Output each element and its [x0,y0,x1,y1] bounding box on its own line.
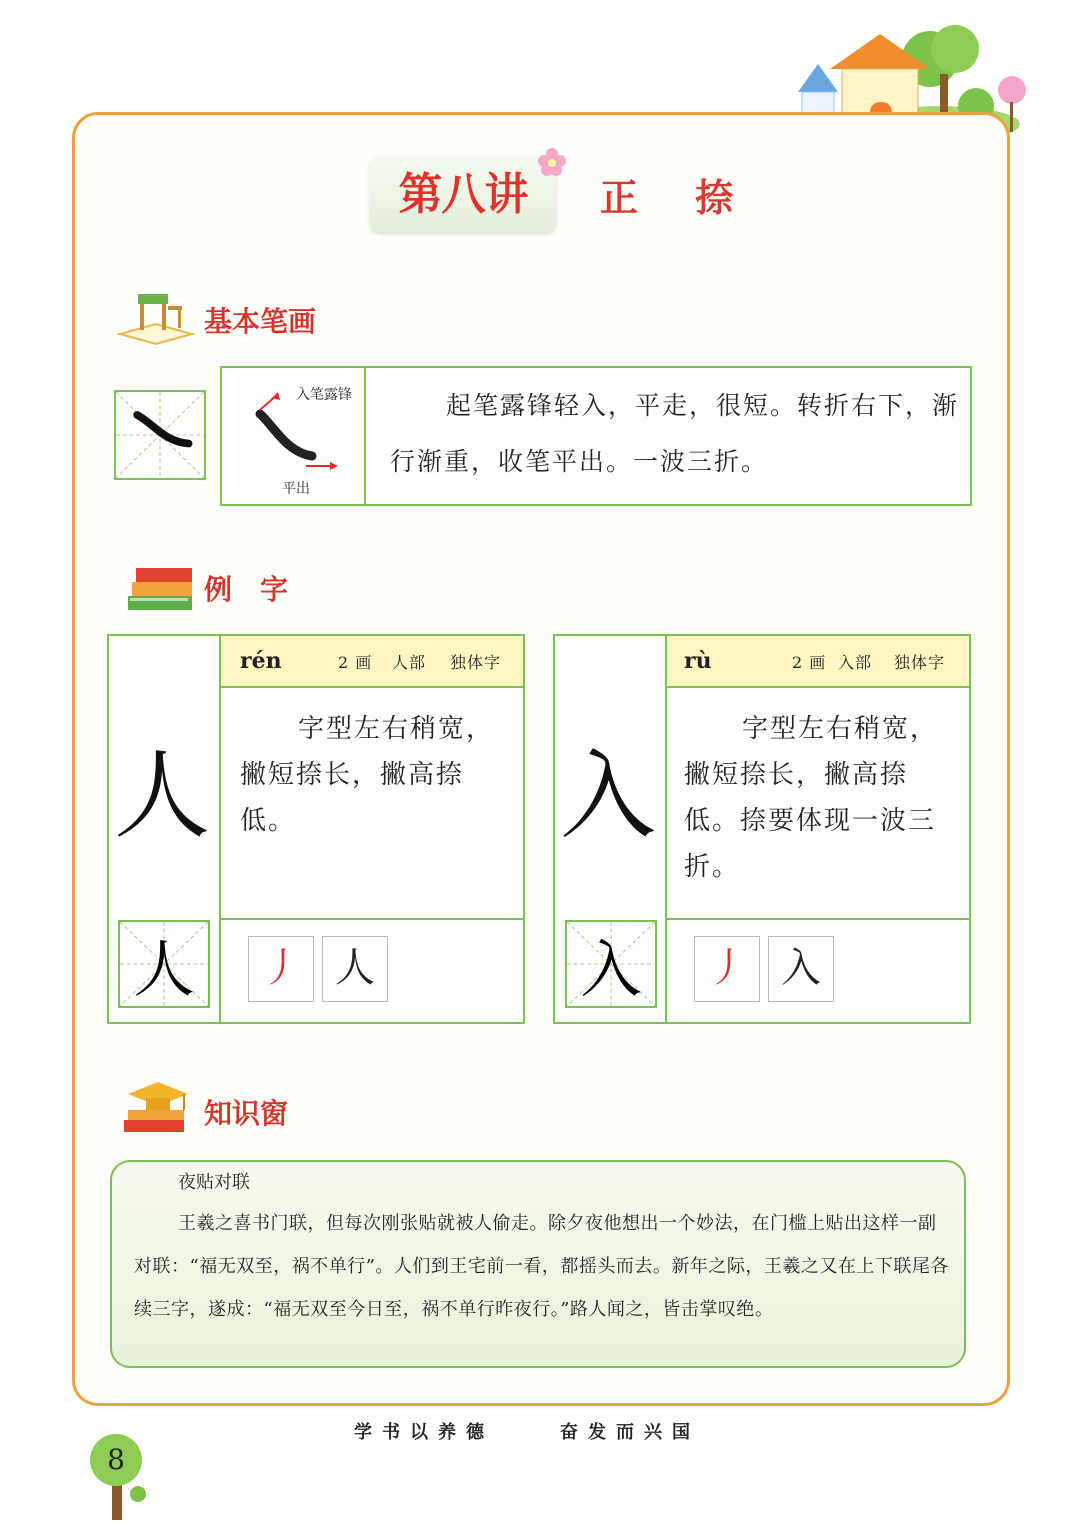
card-ren-radical: 人部 [392,653,427,672]
card-ren-strokes: 2 画 [338,653,373,672]
card-ren-step-1-char: 丿 [261,945,301,991]
stroke-name-title: 正 捺 [600,175,756,220]
section-examples-label: 例 字 [204,573,289,606]
card-ru-structure: 独体字 [894,653,946,672]
card-ru-divider [665,636,667,1022]
flower-icon [536,146,568,178]
card-ru-strokes: 2 画 [792,653,827,672]
card-ren-step-1 [248,936,314,1002]
books-stack-icon [124,556,200,616]
card-ren-big-char: 人 [114,740,210,852]
card-ru-big-char: 入 [560,740,656,852]
story-title: 夜贴对联 [178,1172,250,1193]
stroke-annotation-top: 入笔露锋 [296,387,352,403]
card-ren-step-2 [322,936,388,1002]
section-basic-stroke-label: 基本笔画 [204,305,317,338]
card-ru-step-2 [768,936,834,1002]
svg-text:人: 人 [133,934,195,1006]
graduation-cap-icon [118,1076,192,1146]
svg-text:入: 入 [580,934,642,1006]
card-ru-pinyin: rù [684,648,712,674]
page-number: 8 [107,1443,125,1476]
stroke-annotation-bottom: 平出 [282,481,310,497]
story-text: 王羲之喜书门联，但每次刚张贴就被人偷走。除夕夜他想出一个妙法，在门槛上贴出这样一副对联：“福无双至，祸不单行”。人们到王宅前一看，都摇头而去。新年之际，王羲之又在上下联尾各续三字，遂成：“福无双至今日至，祸不单行昨夜行。”路人闻之，皆击掌叹绝。 [134,1213,949,1320]
card-ru-radical: 入部 [838,653,873,672]
lecture-title: 第八讲 [398,169,528,220]
card-ru-step-1-char: 丿 [707,945,747,991]
card-ren-step-divider [221,918,523,920]
card-ru-grid [565,920,657,1008]
stroke-description: 起笔露锋轻入，平走，很短。转折右下，渐行渐重，收笔平出。一波三折。 [390,391,960,476]
card-ren-pinyin: rén [240,648,282,674]
card-ren-step-2-char: 人 [335,945,375,991]
section-knowledge-label: 知识窗 [204,1097,289,1130]
desk-book-icon [116,284,196,348]
stroke-box-divider [364,368,366,504]
card-ren-structure: 独体字 [450,653,502,672]
stroke-grid [114,390,206,480]
motto-right: 奋发而兴国 [560,1422,700,1443]
card-ren-text: 字型左右稍宽，撇短捺长，撇高捺低。 [240,714,495,836]
card-ru-step-2-char: 入 [781,945,821,991]
card-ren-divider [219,636,221,1022]
card-ru-step-1 [694,936,760,1002]
card-ru-text: 字型左右稍宽，撇短捺长，撇高捺低。捺要体现一波三折。 [684,714,939,882]
card-ren-grid [118,920,210,1008]
motto-left: 学书以养德 [354,1422,494,1443]
card-ru-step-divider [667,918,969,920]
